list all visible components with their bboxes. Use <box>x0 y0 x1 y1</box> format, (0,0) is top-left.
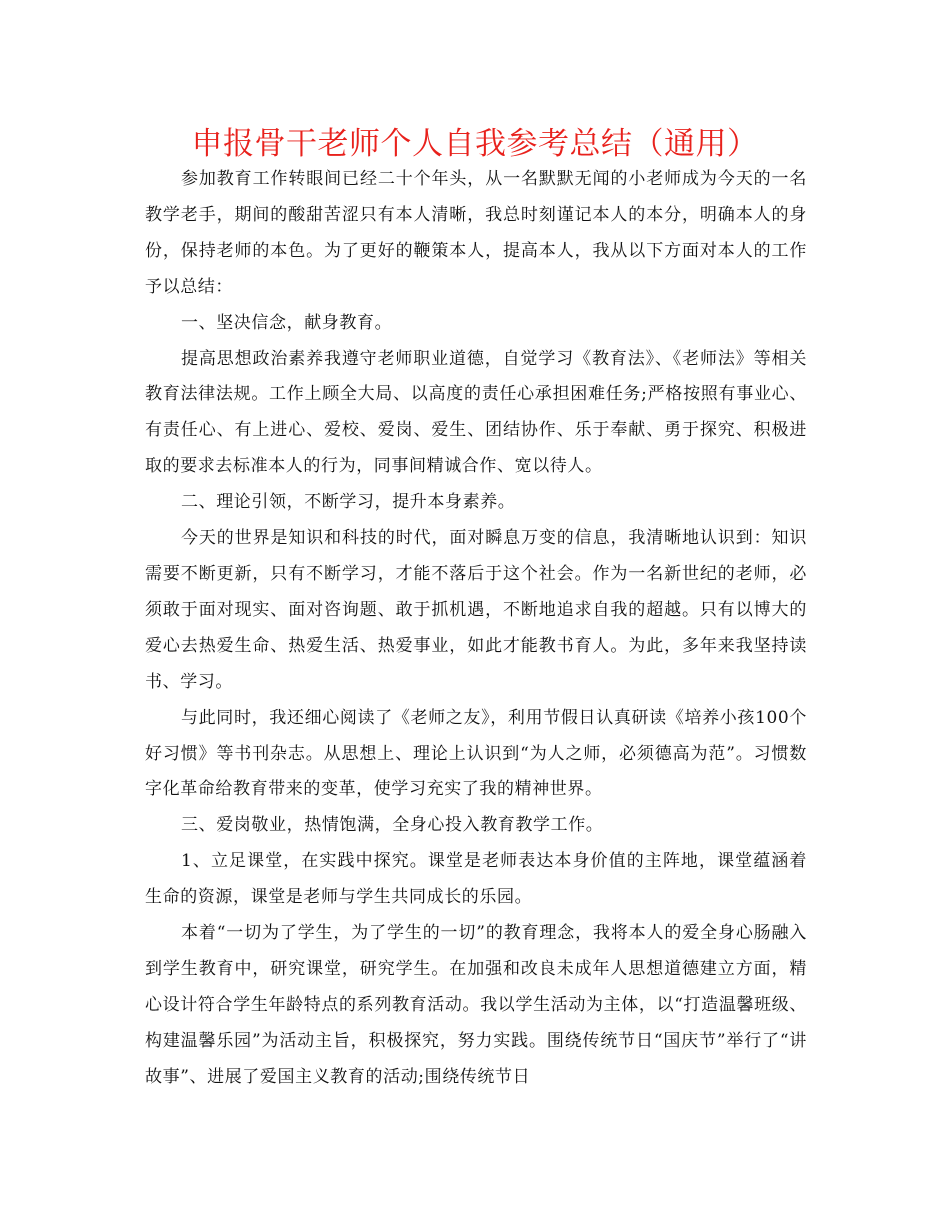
paragraph-learning: 今天的世界是知识和科技的时代，面对瞬息万变的信息，我清晰地认识到：知识需要不断更新，只有不断学习，才能不落后于这个社会。作为一名新世纪的老师，必须敢于面对现实、面对咨询题、敢于抓机遇，不断地追求自我的超越。只有以博大的爱心去热爱生命、热爱生活、热爱事业，如此才能教书育人。为此，多年来我坚持读书、学习。 <box>145 528 807 692</box>
section-heading-2: 二、理论引领，不断学习，提升本身素养。 <box>181 492 516 513</box>
paragraph-classroom: 1、立足课堂，在实践中探究。课堂是老师表达本身价值的主阵地，课堂蕴涵着生命的资源，课堂是老师与学生共同成长的乐园。 <box>145 851 807 908</box>
paragraph-reading: 与此同时，我还细心阅读了《老师之友》，利用节假日认真研读《培养小孩100个好习惯》等书刊杂志。从思想上、理论上认识到“为人之师，必须德高为范”。习惯数字化革命给教育带来的变革，使学习充实了我的精神世界。 <box>145 707 807 800</box>
document-title: 申报骨干老师个人自我参考总结（通用） <box>191 126 759 162</box>
document-body <box>145 162 807 1096</box>
paragraph-intro: 参加教育工作转眼间已经二十个年头，从一名默默无闻的小老师成为今天的一名教学老手，期间的酸甜苦涩只有本人清晰，我总时刻谨记本人的本分，明确本人的身份，保持老师的本色。为了更好的鞭策本人，提高本人，我从以下方面对本人的工作予以总结： <box>145 169 807 297</box>
section-heading-3: 三、爱岗敬业，热情饱满，全身心投入教育教学工作。 <box>181 815 604 836</box>
paragraph-ethics: 提高思想政治素养我遵守老师职业道德，自觉学习《教育法》、《老师法》等相关教育法律法规。工作上顾全大局、以高度的责任心承担困难任务;严格按照有事业心、有责任心、有上进心、爱校、爱岗、爱生、团结协作、乐于奉献、勇于探究、积极进取的要求去标准本人的行为，同事间精诚合作、宽以待人。 <box>145 348 807 477</box>
paragraph-activities: 本着“一切为了学生，为了学生的一切”的教育理念，我将本人的爱全身心肠融入到学生教育中，研究课堂，研究学生。在加强和改良未成年人思想道德建立方面，精心设计符合学生年龄特点的系列教育活动。我以学生活动为主体，以“打造温馨班级、构建温馨乐园”为活动主旨，积极探究，努力实践。围绕传统节日“国庆节”举行了“讲故事”、进展了爱国主义教育的活动;围绕传统节日 <box>145 923 807 1087</box>
section-heading-1: 一、坚决信念，献身教育。 <box>181 312 393 333</box>
